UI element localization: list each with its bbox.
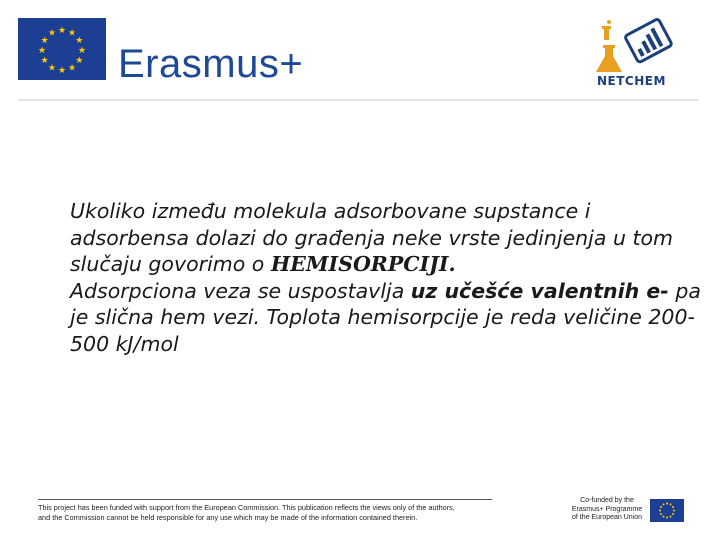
cofunded-line: Erasmus+ Programme (571, 505, 643, 513)
svg-text:★: ★ (40, 36, 49, 46)
svg-text:★: ★ (47, 28, 57, 39)
paragraph-text: pa je slična hem vezi. Toplota hemisorpcije je reda veličine 200-500 kJ/mol (70, 278, 701, 356)
disclaimer-line: This project has been funded with support from the European Commission. This publication reflects the views only of the authors, (38, 503, 455, 512)
paragraph-text: Ukoliko između molekula adsorbovane supstance i adsorbensa dolazi do građenja neke vrste jedinjenja u tom slučaju govorimo o (70, 199, 674, 276)
svg-text:★: ★ (40, 56, 49, 66)
footer-divider (38, 499, 492, 500)
paragraph-adsorption-bond (70, 278, 710, 358)
header-divider (18, 99, 698, 101)
eu-flag-stars (18, 18, 106, 80)
svg-text:★: ★ (67, 63, 77, 74)
svg-text:★: ★ (47, 63, 57, 74)
eu-flag-small-stars (650, 499, 684, 522)
disclaimer-line: and the Commission cannot be held responsible for any use which may be made of the information contained therein. (38, 513, 418, 522)
svg-text:★: ★ (75, 56, 84, 66)
svg-text:★: ★ (77, 46, 87, 56)
svg-text:★: ★ (37, 46, 47, 56)
svg-text:★: ★ (57, 26, 67, 36)
cofunded-line: of the European Union (571, 514, 643, 521)
cofunded-label (568, 497, 646, 523)
paragraph-hemisorption-definition (70, 198, 710, 278)
funding-disclaimer (38, 503, 558, 523)
eu-flag-small-icon (650, 499, 684, 522)
term-hemisorption: HEMISORPCIJI. (270, 252, 456, 276)
svg-text:★: ★ (57, 66, 67, 76)
eu-flag-icon (18, 18, 106, 80)
erasmus-logo-text: Erasmus+ (118, 42, 304, 86)
netchem-logo-text: NETCHEM (597, 74, 666, 88)
svg-text:★: ★ (67, 28, 77, 39)
paragraph-text: Adsorpciona veza se uspostavlja (70, 278, 411, 303)
emphasis-valence-electrons: uz učešće valentnih e- (410, 278, 669, 303)
slide-body (70, 198, 710, 357)
svg-text:★: ★ (75, 36, 84, 46)
cofunded-line: Co-funded by the (580, 497, 634, 504)
